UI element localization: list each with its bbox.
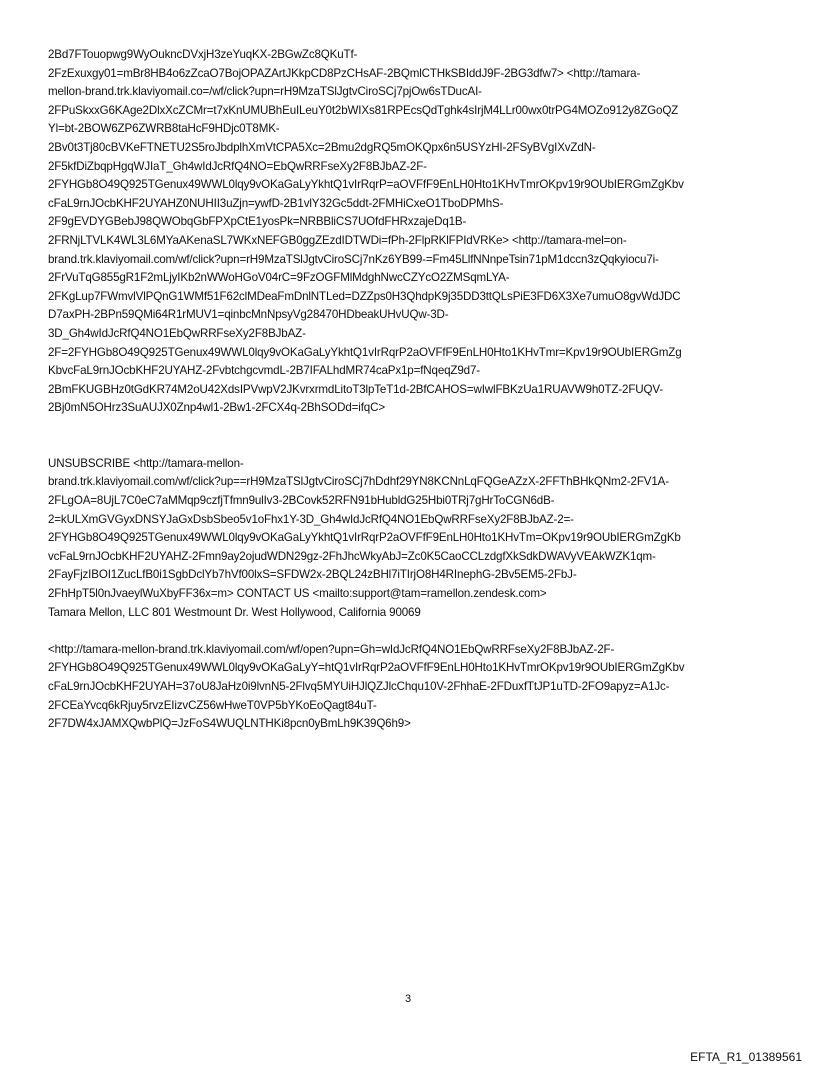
document-id: EFTA_R1_01389561 <box>690 1050 802 1064</box>
text-line: 2F=2FYHGb8O49Q925TGenux49WWL0lqy9vOKaGaLyYkhtQ1vIrRqrP2aOVFfF9EnLH0Hto1KHvTmr=Kpv19r9OUbIERGmZg <box>48 345 682 359</box>
text-line: 2FrVuTqG855gR1F2mLjyIKb2nWWoHGoV04rC=9FzOGFMlMdghNwcCZYcO2ZMSqmLYA- <box>48 271 510 285</box>
text-line: 2FRNjLTVLK4WL3L6MYaAKenaSL7WKxNEFGB0ggZEzdIDTWDi=fPh-2FlpRKlFPIdVRKe> <http://tamara-mel=on- <box>48 233 627 247</box>
text-line: 2FhHpT5l0nJvaeylWuXbyFF36x=m> CONTACT US <mailto:support@tam=ramellon.zendesk.com> <box>48 587 547 601</box>
page-number: 3 <box>404 993 412 1005</box>
text-line: Tamara Mellon, LLC 801 Westmount Dr. West Hollywood, California 90069 <box>48 605 421 619</box>
unsubscribe-block <box>48 455 770 622</box>
text-line: cFaL9rnJOcbKHF2UYAHZ0NUHII3uZjn=ywfD-2B1vlY32Gc5ddt-2FMHiCxeO1TboDPMhS- <box>48 196 504 210</box>
text-line: 2FzExuxgy01=mBr8HB4o6zZcaO7BojOPAZArtJKkpCD8PzCHsAF-2BQmlCTHkSBIddJ9F-2BG3dfw7> <http://tamara- <box>48 66 641 80</box>
link-block-1 <box>48 46 770 418</box>
text-line: brand.trk.klaviyomail.com/wf/click?up==rH9MzaTSlJgtvCiroSCj7hDdhf29YN8KCNnLqFQGeAZzX-2FFThBHkQNm2-2FV1A- <box>48 475 669 489</box>
text-line: 2F9gEVDYGBebJ98QWObqGbFPXpCtE1yosPk=NRBBliCS7UOfdFHRxzajeDq1B- <box>48 215 467 229</box>
text-line: 2Bv0t3Tj80cBVKeFTNETU2S5roJbdplhXmVtCPA5Xc=2Bmu2dgRQ5mOKQpx6n5USYzHI-2FSyBVgIXvZdN- <box>48 140 596 154</box>
text-line: <http://tamara-mellon-brand.trk.klaviyomail.com/wf/open?upn=Gh=wIdJcRfQ4NO1EbQwRRFseXy2F8BJbAZ-2F- <box>48 642 615 656</box>
text-line: 2FYHGb8O49Q925TGenux49WWL0lqy9vOKaGaLyY=htQ1vIrRqrP2aOVFfF9EnLH0Hto1KHvTmrOKpv19r9OUbIERGmZgKbv <box>48 661 685 675</box>
text-line: 3D_Gh4wIdJcRfQ4NO1EbQwRRFseXy2F8BJbAZ- <box>48 326 306 340</box>
text-line: D7axPH-2BPn59QMi64R1rMUV1=qinbcMnNpsyVg28470HDbeakUHvUQw-3D- <box>48 308 449 322</box>
text-line: 2F7DW4xJAMXQwbPlQ=JzFoS4WUQLNTHKi8pcn0yBmLh9K39Q6h9> <box>48 717 411 731</box>
text-line: vcFaL9rnJOcbKHF2UYAHZ-2Fmn9ay2ojudWDN29gz-2FhJhcWkyAbJ=Zc0K5CaoCCLzdgfXkSdkDWAVyVEAkWZK1qm- <box>48 549 656 563</box>
text-line: 2FCEaYvcq6kRjuy5rvzEIizvCZ56wHweT0VP5bYKoEoQagt84uT- <box>48 698 377 712</box>
text-line: 2Bj0mN5OHrz3SuAUJX0Znp4wl1-2Bw1-2FCX4q-2BhSODd=ifqC> <box>48 401 385 415</box>
spacer <box>48 622 770 641</box>
text-line: UNSUBSCRIBE <http://tamara-mellon- <box>48 456 244 470</box>
text-line: 2BmFKUGBHz0tGdKR74M2oU42XdsIPVwpV2JKvrxrmdLitoT3lpTeT1d-2BfCAHOS=wIwlFBKzUa1RUAVW9h0TZ-2FUQV- <box>48 382 663 396</box>
document-body <box>48 46 770 734</box>
text-line: Yl=bt-2BOW6ZP6ZWRB8taHcF9HDjc0T8MK- <box>48 122 280 136</box>
text-line: 2FayFjzIBOI1ZucLfB0i1SgbDclYb7hVf00lxS=SFDW2x-2BQL24zBHl7iTIrjO8H4RInephG-2Bv5EM5-2FbJ- <box>48 568 577 582</box>
spacer <box>48 418 770 455</box>
text-line: brand.trk.klaviyomail.com/wf/click?upn=rH9MzaTSlJgtvCiroSCj7nKz6YB99-=Fm45LlfNNnpeTsin71pM1dccn3zQqkyiocu7i- <box>48 252 659 266</box>
text-line: 2FYHGb8O49Q925TGenux49WWL0lqy9vOKaGaLyYkhtQ1vIrRqrP=aOVFfF9EnLH0Hto1KHvTmrOKpv19r9OUbIERGmZgKbv <box>48 178 684 192</box>
text-line: 2Bd7FTouopwg9WyOukncDVxjH3zeYuqKX-2BGwZc8QKuTf- <box>48 48 358 61</box>
text-line: 2FKgLup7FWmvlVlPQnG1WMf51F62clMDeaFmDnlNTLed=DZZps0H3QhdpK9j35DD3ttQLsPiE3FD6X3Xe7umuO8gvWdJDC <box>48 289 681 303</box>
text-line: cFaL9rnJOcbKHF2UYAH=37oU8JaHz0i9lvnN5-2Flvq5MYUiHJlQZJlcChqu10V-2FhhaE-2FDuxfTtJP1uTD-2FO9apyz=A1Jc- <box>48 680 670 693</box>
text-line: 2FYHGb8O49Q925TGenux49WWL0lqy9vOKaGaLyYkhtQ1vIrRqrP2aOVFfF9EnLH0Hto1KHvTm=OKpv19r9OUbIERGmZgKb <box>48 531 681 545</box>
tracking-link-block <box>48 641 770 734</box>
text-line: KbvcFaL9rnJOcbKHF2UYAHZ-2FvbtchgcvmdL-2B7IFALhdMR74caPx1p=fNqeqZ9d7- <box>48 364 480 378</box>
text-line: 2FPuSkxxG6KAge2DlxXcZCMr=t7xKnUMUBhEuILeuY0t2bWIXs81RPEcsQdTghk4sIrjM4LLr00wx0trPG4MOZo912y8ZGoQZ <box>48 103 679 117</box>
text-line: 2F5kfDiZbqpHgqWJIaT_Gh4wIdJcRfQ4NO=EbQwRRFseXy2F8BJbAZ-2F- <box>48 159 427 173</box>
text-line: 2=kULXmGVGyxDNSYJaGxDsbSbeo5v1oFhx1Y-3D_Gh4wIdJcRfQ4NO1EbQwRRFseXy2F8BJbAZ-2=- <box>48 512 574 526</box>
text-line: 2FLgOA=8UjL7C0eC7aMMqp9czfjTfmn9ulIv3-2BCovk52RFN91bHubldG25Hbi0TRj7gHrToCGN6dB- <box>48 494 555 508</box>
text-line: mellon-brand.trk.klaviyomail.co=/wf/click?upn=rH9MzaTSlJgtvCiroSCj7pjOw6sTDucAI- <box>48 85 482 99</box>
